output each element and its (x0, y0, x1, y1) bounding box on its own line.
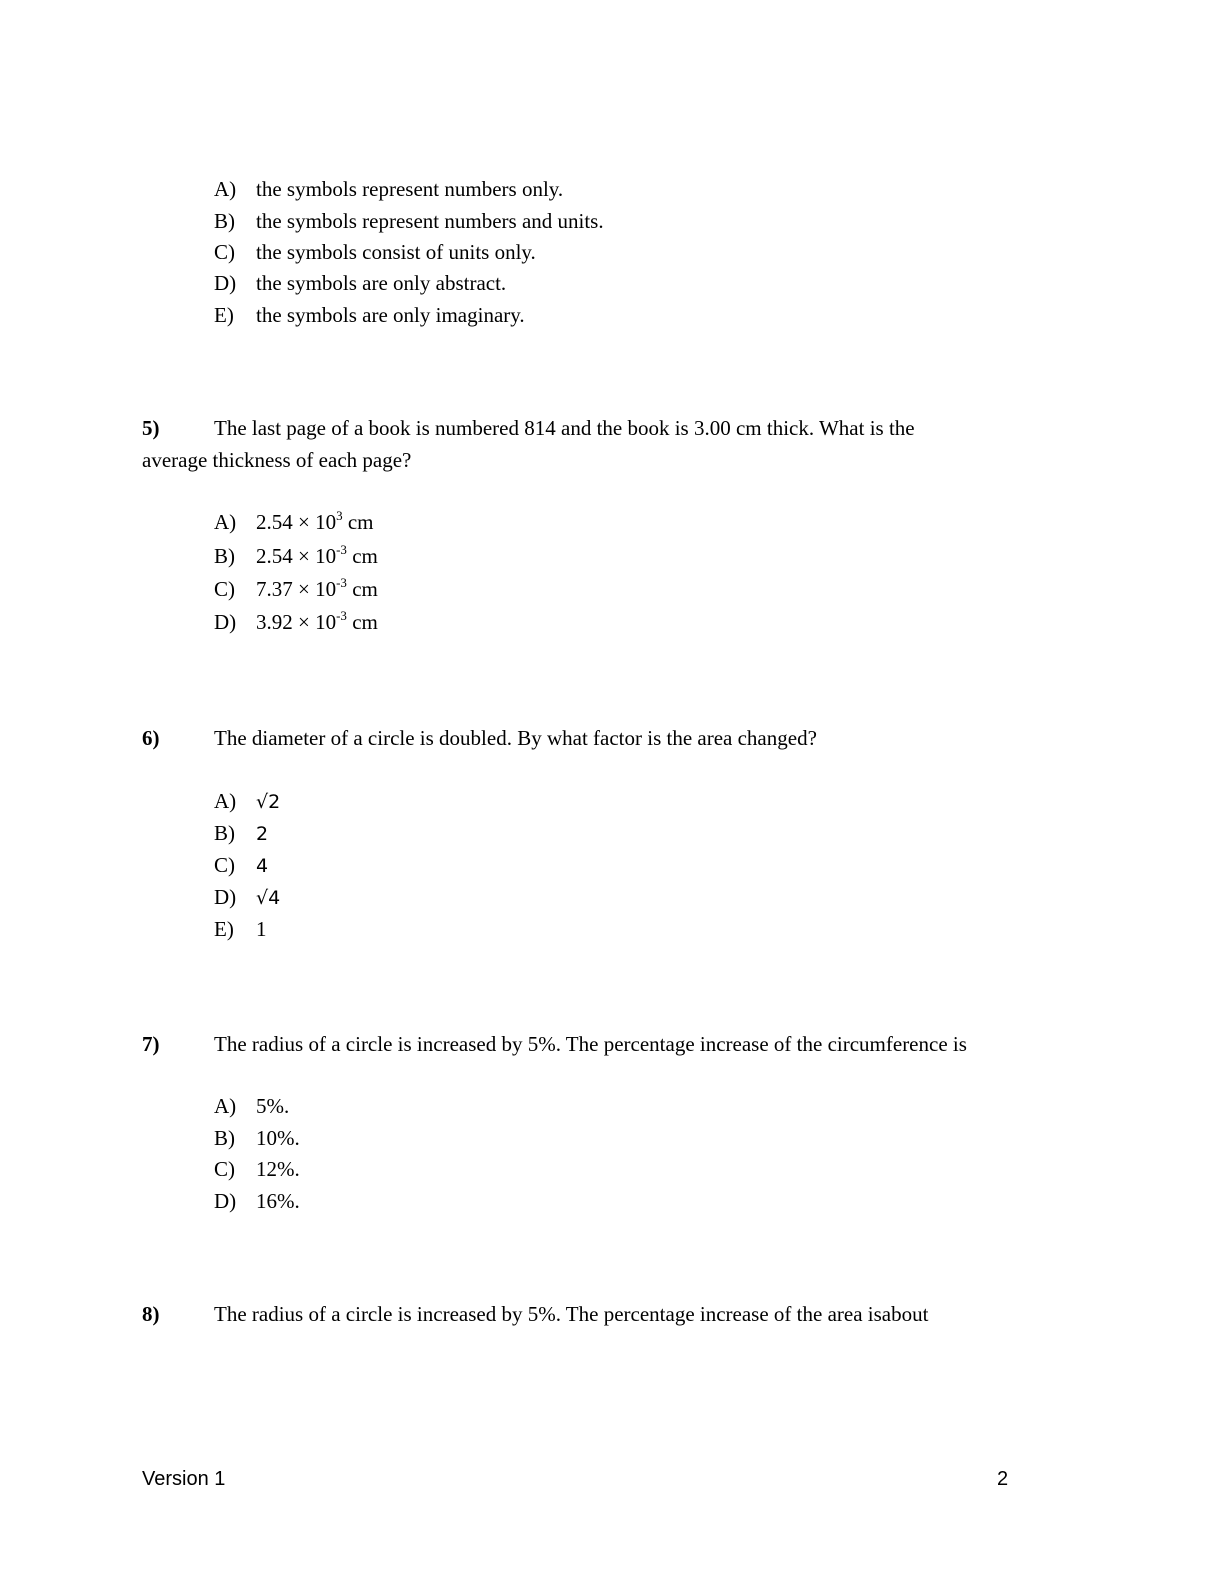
option-c (214, 240, 536, 264)
option-a (214, 177, 563, 201)
option-text: the symbols represent numbers only. (256, 177, 564, 201)
option-c (214, 1157, 300, 1181)
option-d (214, 610, 378, 634)
option-letter: C) (214, 240, 235, 264)
question-text: The radius of a circle is increased by 5%. The percentage increase of the area isabout (214, 1302, 929, 1326)
option-text: 16%. (256, 1189, 300, 1213)
question-number: 7) (142, 1032, 160, 1056)
option-exponent: 3 (336, 508, 343, 523)
footer-version: Version 1 (142, 1468, 226, 1490)
option-mantissa: 2.54 (256, 544, 293, 568)
times-sign: × (298, 510, 310, 534)
option-text: 1 (256, 917, 267, 941)
option-base: 10 (315, 544, 337, 568)
option-base: 10 (315, 610, 337, 634)
question-text-line2: average thickness of each page? (142, 448, 412, 472)
option-text: 12%. (256, 1157, 300, 1181)
option-d (214, 271, 506, 295)
option-exponent: -3 (336, 608, 347, 623)
question-number: 5) (142, 416, 160, 440)
footer-page-number: 2 (997, 1468, 1009, 1490)
option-unit: cm (352, 610, 378, 634)
option-letter: D) (214, 885, 237, 909)
option-letter: D) (214, 1189, 237, 1213)
option-text: the symbols represent numbers and units. (256, 209, 604, 233)
option-text: the symbols are only abstract. (256, 271, 507, 295)
option-exponent: -3 (336, 575, 347, 590)
option-mantissa: 2.54 (256, 510, 293, 534)
question-text: The diameter of a circle is doubled. By what factor is the area changed? (214, 726, 817, 750)
option-text: 10%. (256, 1126, 300, 1150)
option-b (214, 1126, 300, 1150)
option-letter: B) (214, 544, 235, 568)
option-e (214, 303, 525, 327)
question-text-line1: The last page of a book is numbered 814 and the book is 3.00 cm thick. What is the (214, 416, 915, 440)
option-letter: B) (214, 1126, 235, 1150)
option-letter: A) (214, 1094, 237, 1118)
option-letter: B) (214, 209, 235, 233)
option-a (214, 510, 374, 534)
option-letter: D) (214, 271, 237, 295)
option-b (214, 209, 604, 233)
option-b (214, 821, 268, 846)
option-unit: cm (352, 544, 378, 568)
option-a (214, 1094, 289, 1118)
option-exponent: -3 (336, 542, 347, 557)
question-number: 6) (142, 726, 160, 750)
option-d (214, 1189, 300, 1213)
times-sign: × (298, 610, 310, 634)
option-unit: cm (347, 510, 374, 534)
option-c (214, 577, 378, 601)
option-letter: C) (214, 577, 235, 601)
option-letter: D) (214, 610, 237, 634)
option-text: √2 (256, 791, 281, 813)
option-d (214, 885, 280, 910)
option-unit: cm (352, 577, 378, 601)
option-e (214, 917, 267, 941)
option-letter: C) (214, 1157, 235, 1181)
option-letter: E) (214, 303, 234, 327)
times-sign: × (298, 544, 310, 568)
option-a (214, 789, 280, 814)
option-text: 5%. (256, 1094, 290, 1118)
question-number: 8) (142, 1302, 160, 1326)
option-text: the symbols consist of units only. (256, 240, 536, 264)
question-text: The radius of a circle is increased by 5%. The percentage increase of the circumference is (214, 1032, 967, 1056)
option-text: √4 (256, 887, 281, 909)
option-letter: C) (214, 853, 235, 877)
option-letter: A) (214, 789, 237, 813)
option-mantissa: 3.92 (256, 610, 293, 634)
option-letter: B) (214, 821, 235, 845)
option-letter: A) (214, 177, 237, 201)
option-letter: E) (214, 917, 234, 941)
option-text: 2 (256, 823, 269, 845)
times-sign: × (298, 577, 310, 601)
option-c (214, 853, 268, 878)
option-mantissa: 7.37 (256, 577, 293, 601)
option-base: 10 (315, 577, 337, 601)
option-base: 10 (315, 510, 337, 534)
option-text: 4 (256, 855, 269, 877)
option-text: the symbols are only imaginary. (256, 303, 525, 327)
option-letter: A) (214, 510, 237, 534)
option-b (214, 544, 378, 568)
